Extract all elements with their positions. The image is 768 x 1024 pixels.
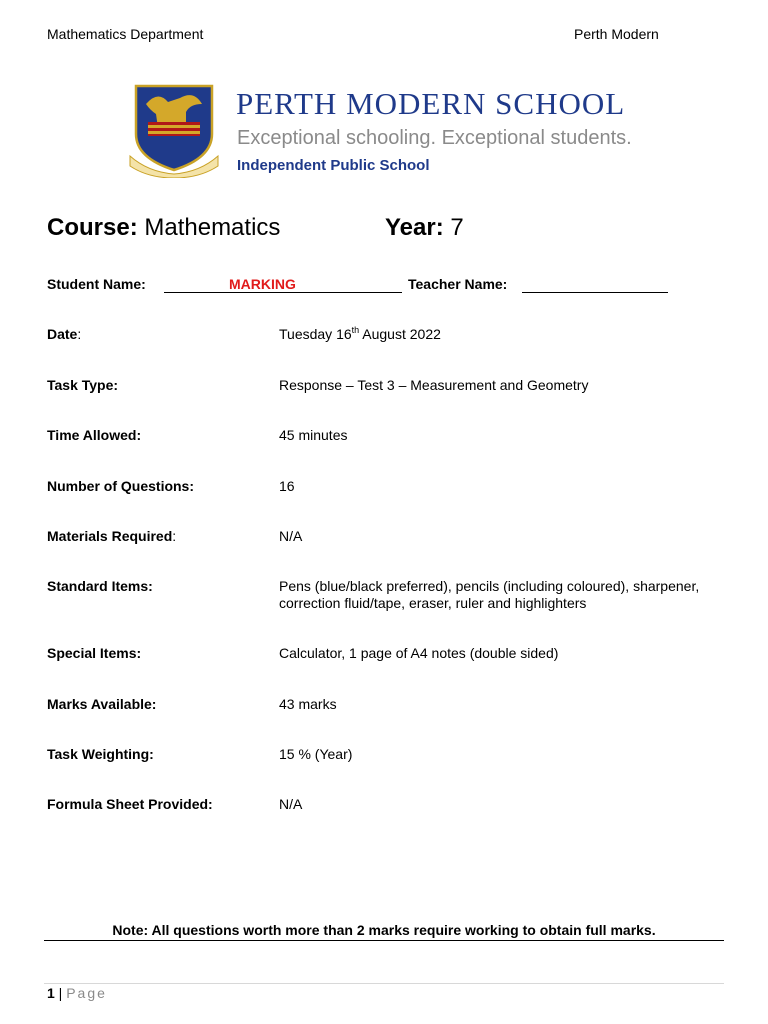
year-field — [385, 214, 464, 242]
field-value: Response – Test 3 – Measurement and Geometry — [279, 377, 589, 393]
date-label: Date — [47, 326, 78, 342]
school-name: PERTH MODERN SCHOOL — [236, 86, 626, 121]
field-label: Task Type: — [47, 377, 119, 393]
field-value: 16 — [279, 478, 295, 494]
year-label: Year: — [385, 214, 444, 241]
course-field — [47, 214, 280, 242]
field-value: Calculator, 1 page of A4 notes (double sided) — [279, 645, 559, 661]
student-name-value: MARKING — [229, 276, 296, 292]
date-colon: : — [77, 326, 82, 342]
field-label: Marks Available: — [47, 696, 157, 712]
page-number: 1 — [47, 985, 55, 1001]
teacher-name-label: Teacher Name: — [408, 276, 508, 292]
teacher-name-field[interactable] — [522, 276, 668, 293]
course-label: Course: — [47, 214, 138, 241]
field-label: Materials Required — [47, 528, 173, 544]
field-label: Number of Questions: — [47, 478, 195, 494]
header-department: Mathematics Department — [47, 26, 204, 42]
school-subtitle: Independent Public School — [237, 157, 430, 174]
student-name-field[interactable] — [164, 276, 402, 293]
field-value: 43 marks — [279, 696, 337, 712]
date-value: Tuesday 16th August 2022 — [279, 325, 441, 342]
school-crest-logo — [128, 82, 220, 178]
field-label: Time Allowed: — [47, 427, 142, 443]
note-divider — [44, 940, 724, 941]
field-value: 45 minutes — [279, 427, 348, 443]
field-value: N/A — [279, 528, 303, 544]
page-footer: 1 | Page — [47, 985, 107, 1001]
header-school: Perth Modern — [574, 26, 659, 42]
course-value: Mathematics — [144, 214, 281, 241]
field-label: Formula Sheet Provided: — [47, 796, 213, 812]
working-note: Note: All questions worth more than 2 marks require working to obtain full marks. — [112, 922, 656, 938]
footer-divider — [44, 983, 724, 984]
student-name-label: Student Name: — [47, 276, 146, 292]
school-motto: Exceptional schooling. Exceptional students. — [237, 127, 632, 149]
page-label: Page — [66, 985, 107, 1001]
field-label: Standard Items: — [47, 578, 153, 594]
field-value: N/A — [279, 796, 303, 812]
field-label: Special Items: — [47, 645, 142, 661]
field-value: Pens (blue/black preferred), pencils (including coloured), sharpener, correction fluid/tape, eraser, ruler and highlighters — [279, 578, 700, 611]
field-value: 15 % (Year) — [279, 746, 353, 762]
field-label: Task Weighting: — [47, 746, 154, 762]
year-value: 7 — [450, 214, 464, 241]
